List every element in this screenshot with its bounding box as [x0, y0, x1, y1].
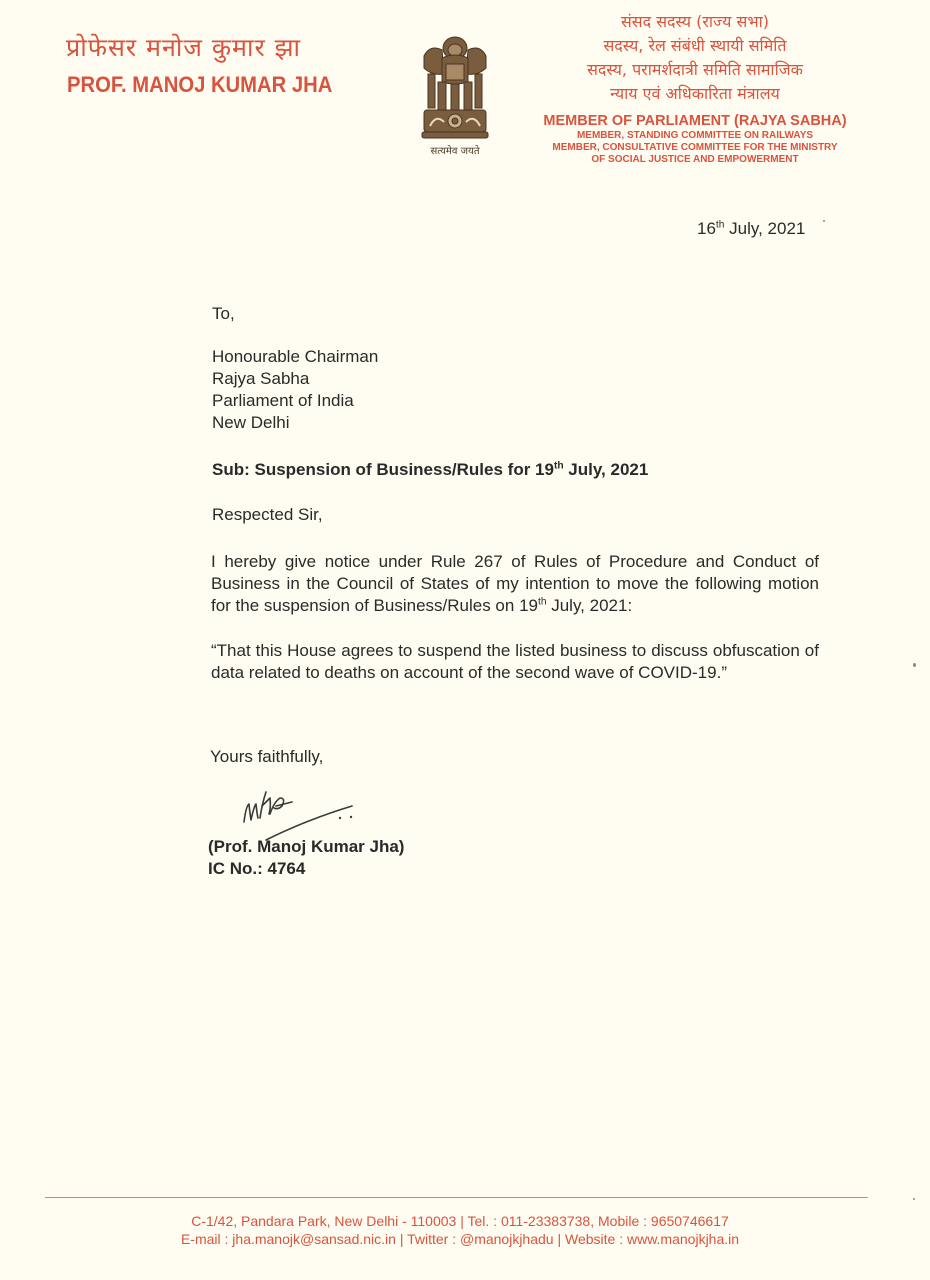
greeting: Respected Sir, — [212, 505, 323, 524]
letter-subject — [212, 460, 648, 480]
notice-date-suffix: th — [537, 596, 547, 608]
designation-hindi-line: न्याय एवं अधिकारिता मंत्रालय — [610, 84, 780, 103]
designation-english-line: OF SOCIAL JUSTICE AND EMPOWERMENT — [591, 154, 799, 165]
footer-contact — [100, 1212, 820, 1248]
designation-english-main: MEMBER OF PARLIAMENT (RAJYA SABHA) — [543, 113, 847, 129]
designation-hindi — [520, 10, 870, 106]
subject-text: Sub: Suspension of Business/Rules for 19 — [212, 460, 554, 479]
footer-online-line: E-mail : jha.manojk@sansad.nic.in | Twitter : @manojkjhadu | Website : www.manojkjha.in — [180, 1231, 740, 1247]
recipient-line: New Delhi — [212, 413, 290, 432]
designation-hindi-line: संसद सदस्य (राज्य सभा) — [620, 12, 769, 31]
footer-divider — [45, 1197, 868, 1198]
national-emblem-graphic — [416, 34, 494, 144]
designation-hindi-line: सदस्य, परामर्शदात्री समिति सामाजिक — [587, 60, 803, 79]
letterhead-name-english: PROF. MANOJ KUMAR JHA — [67, 72, 333, 97]
notice-date: July, 2021: — [546, 596, 633, 615]
signatory-block — [208, 836, 404, 880]
designation-english-line: MEMBER, STANDING COMMITTEE ON RAILWAYS — [576, 130, 814, 141]
scan-speck — [913, 1198, 915, 1200]
designation-english-line: MEMBER, CONSULTATIVE COMMITTEE FOR THE MINISTRY — [552, 142, 838, 153]
national-emblem-icon — [416, 34, 494, 144]
recipient-line: Honourable Chairman — [212, 347, 379, 366]
footer-address-line: C-1/42, Pandara Park, New Delhi - 110003 | Tel. : 011-23383738, Mobile : 9650746617 — [191, 1213, 729, 1229]
to-line: To, — [212, 304, 235, 323]
scan-speck — [823, 220, 825, 222]
notice-text: I hereby give notice under Rule 267 of Rules of Procedure and Conduct of Business in the Council of States of my intention to move the following motion for the suspension of Business/Rules on 19 — [211, 552, 819, 615]
ic-number: IC No.: 4764 — [208, 859, 306, 878]
date-rest: July, 2021 — [724, 219, 806, 238]
designation-english — [520, 113, 870, 166]
signatory-name: (Prof. Manoj Kumar Jha) — [208, 837, 405, 856]
notice-paragraph — [211, 551, 819, 617]
recipient-line: Parliament of India — [212, 391, 354, 410]
letter-date — [697, 219, 805, 239]
closing: Yours faithfully, — [210, 747, 324, 766]
motion-paragraph: “That this House agrees to suspend the listed business to discuss obfuscation of data related to deaths on account of the second wave of COVID-19.” — [211, 641, 819, 682]
subject-suffix: th — [553, 460, 564, 472]
signature-graphic — [236, 784, 366, 844]
letterhead-name-hindi: प्रोफेसर मनोज कुमार झा — [66, 33, 302, 62]
subject-date: July, 2021 — [563, 460, 649, 479]
designation-hindi-line: सदस्य, रेल संबंधी स्थायी समिति — [603, 36, 787, 55]
emblem-motto: सत्यमेव जयते — [430, 146, 480, 157]
recipient-address — [212, 346, 378, 434]
date-day: 16 — [697, 219, 716, 238]
handwritten-signature-icon — [236, 784, 366, 844]
recipient-line: Rajya Sabha — [212, 369, 310, 388]
date-suffix: th — [715, 219, 725, 231]
scan-speck — [913, 663, 916, 667]
